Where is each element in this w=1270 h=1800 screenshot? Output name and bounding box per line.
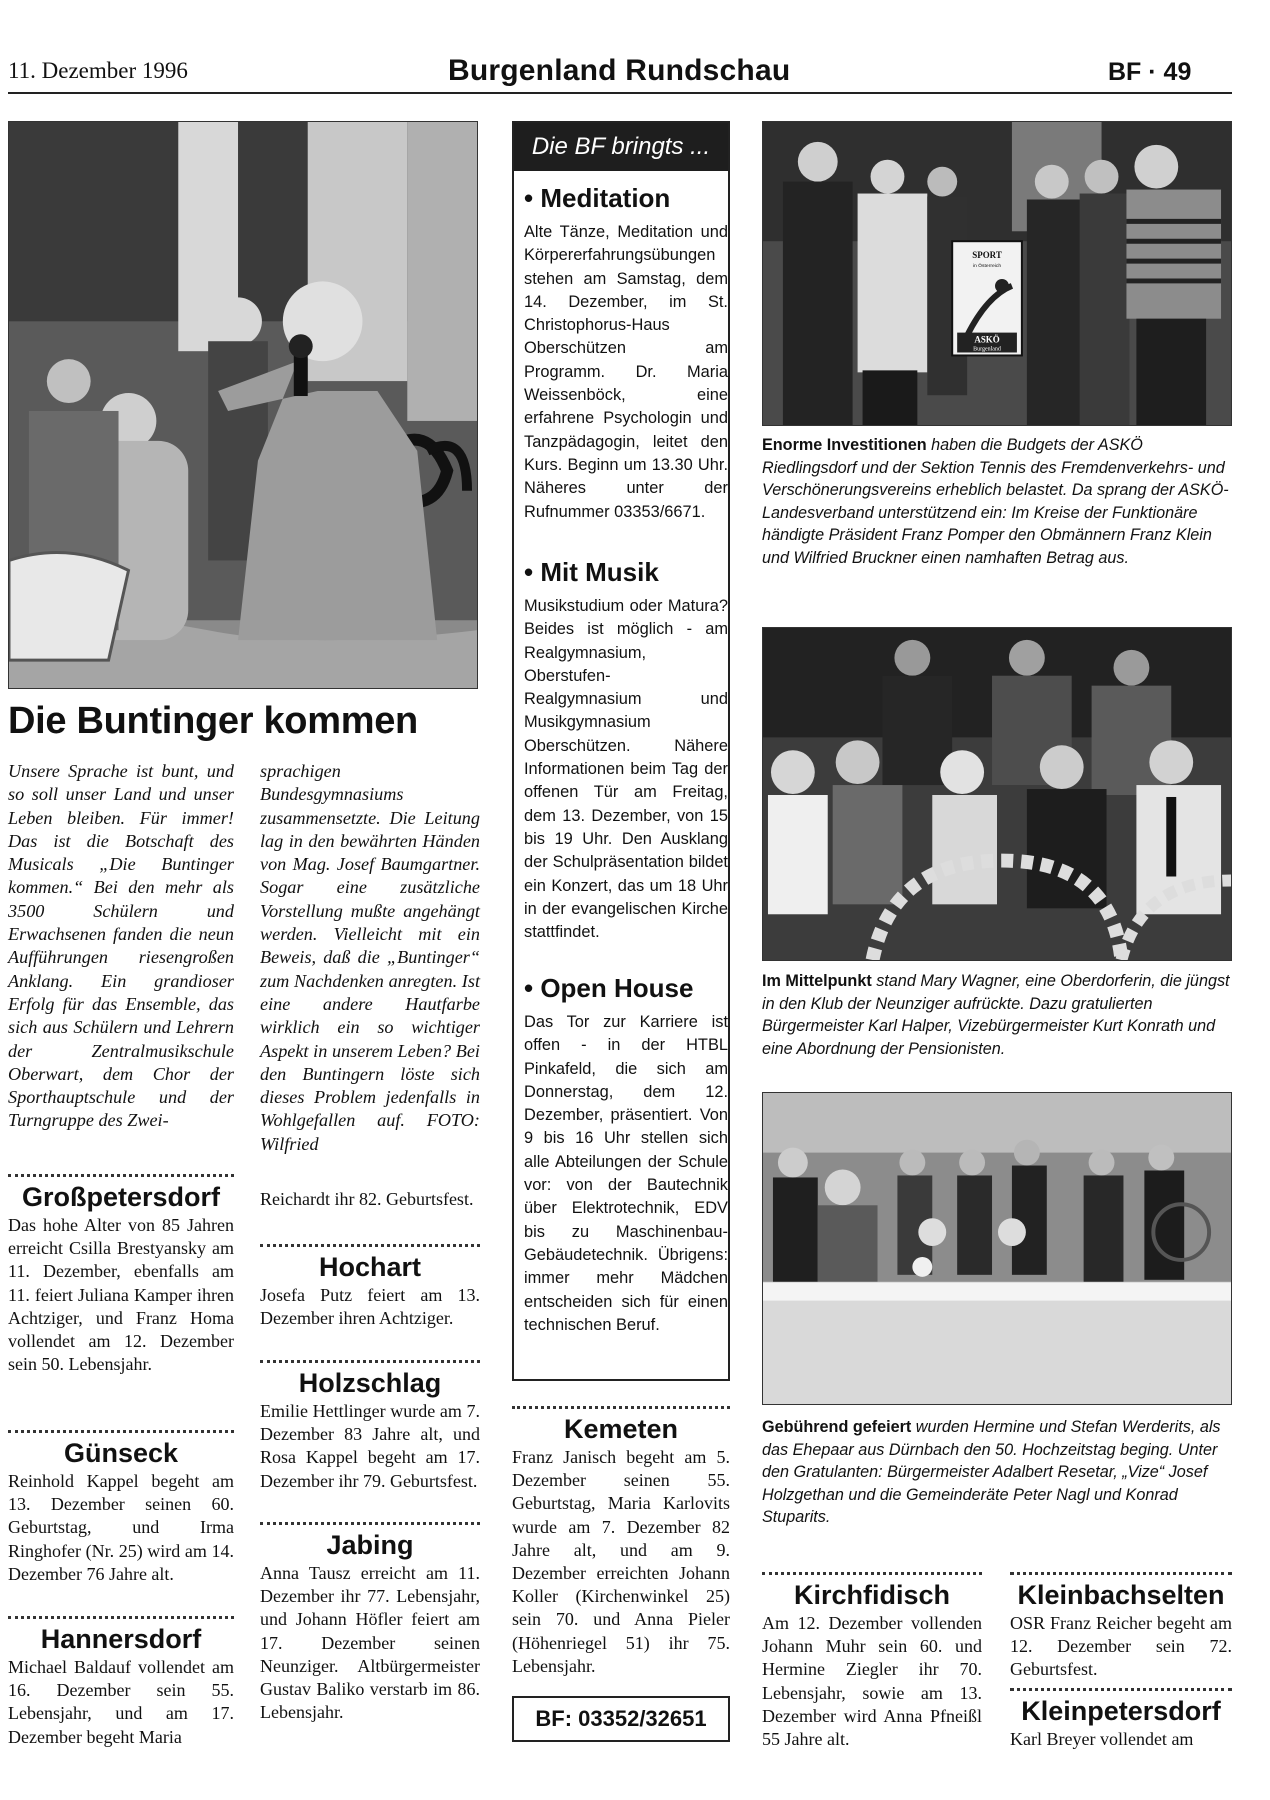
town-heading-grosspetersdorf: Großpetersdorf — [21, 1182, 221, 1212]
story-column-2: sprachigen Bundesgymnasiums zusammensetzte. Die Leitung lag in den bewährten Händen von Mag. Josef Baumgartner. Sogar eine zusätzliche Vorstellung mußte angehängt werden. Vielleicht mit ein Beweis, daß die „Buntinger“ zum Nachdenken anregten. Ist eine andere Hautfarbe wirklich ein so wichtiger Aspekt in unserem Leben? Bei den Buntingern löste sich dieses Problem jedenfalls in Wohlgefallen auf. FOTO: Wilfried — [260, 761, 480, 1154]
caption-lead-gefeiert: Gebührend gefeiert — [762, 1418, 912, 1436]
caption-gefeiert — [762, 1416, 1232, 1529]
page-number: BF · 49 — [1108, 58, 1192, 86]
separator — [260, 1522, 480, 1525]
bf-bringts-box — [512, 121, 730, 1381]
town-heading-kleinpetersdorf: Kleinpetersdorf — [1021, 1696, 1221, 1726]
caption-text-gefeiert: wurden Hermine und Stefan Werderits, als das Ehepaar aus Dürnbach den 50. Hochzeitstag beging. Unter den Gratulanten: Bürgermeister Adalbert Resetar, „Vize“ Josef Holzgethan und die Gemeinderäte Peter Nagl und Konrad Stuparits. — [762, 1418, 1221, 1527]
bf-item-text-meditation: Alte Tänze, Meditation und Körpererfahrungsübungen stehen am Samstag, dem 14. Dezember, im St. Christophorus-Haus Oberschützen am Programm. Dr. Maria Weissenböck, eine erfahrene Psychologin und Tanzpädagogin, leitet den Kurs. Beginn um 13.30 Uhr. Näheres unter der Rufnummer 03353/6671. — [524, 223, 728, 521]
separator — [512, 1406, 730, 1409]
sign-text-askoe: ASKÖ — [974, 334, 1000, 345]
caption-lead-askoe: Enorme Investitionen — [762, 436, 927, 454]
bf-item-title-mit-musik: • Mit Musik — [524, 557, 659, 587]
story-column-1: Unsere Sprache ist bunt, und so soll unser Land und unser Leben bleiben. Für immer! Das ist die Botschaft des Musicals „Die Buntinger kommen.“ Bei den mehr als 3500 Schülern und Erwachsenen fanden die neun Aufführungen riesengroßen Anklang. Ein grandioser Erfolg für das Ensemble, das sich aus Schülern und Lehrern der Zentralmusikschule Oberwart, dem Chor der Sporthauptschule und der Turngruppe des Zwei- — [8, 761, 234, 1131]
birthday-text-grosspetersdorf: Das hohe Alter von 85 Jahren erreicht Csilla Brestyansky am 11. Dezember, ebenfalls am 11. feiert Juliana Kamper ihren Achtziger, und Franz Homa vollendet am 12. Dezember sein 50. Lebensjahr. — [8, 1215, 234, 1375]
sign-text-burgenland: Burgenland — [973, 346, 1001, 353]
town-heading-kirchfidisch: Kirchfidisch — [793, 1580, 951, 1610]
town-heading-kleinbachselten: Kleinbachselten — [1017, 1580, 1225, 1610]
golden-wedding-photo — [762, 1092, 1232, 1405]
town-heading-kemeten: Kemeten — [563, 1414, 679, 1444]
town-heading-holzschlag: Holzschlag — [298, 1368, 442, 1398]
mittelpunkt-photo — [762, 627, 1232, 961]
birthday-text-guenseck: Reinhold Kappel begeht am 13. Dezember seinen 60. Geburtstag, und Irma Ringhofer (Nr. 25) wird am 14. Dezember 76 Jahre alt. — [8, 1471, 234, 1584]
caption-text-askoe: haben die Budgets der ASKÖ Riedlingsdorf und der Sektion Tennis des Fremdenverkehrs- und Verschönerungsvereins erheblich belastet. Da sprang der ASKÖ-Landesverband unterstützend ein: Im Kreise der Funktionäre händigte Präsident Franz Pomper den Obmännern Franz Klein und Wilfried Bruckner einen namhaften Betrag aus. — [762, 436, 1229, 567]
header-rule — [8, 92, 1232, 94]
birthday-text-reichardt: Reichardt ihr 82. Geburtsfest. — [260, 1189, 474, 1209]
separator — [8, 1616, 234, 1619]
main-headline: Die Buntinger kommen — [8, 700, 418, 742]
bf-item-title-meditation: • Meditation — [524, 183, 671, 213]
separator — [260, 1244, 480, 1247]
caption-text-mittelpunkt: stand Mary Wagner, eine Oberdorferin, die jüngst in den Klub der Neunziger aufrückte. Dazu gratulierten Bürgermeister Karl Halper, Vizebürgermeister Kurt Konrath und eine Abordnung der Pensionisten. — [762, 972, 1230, 1058]
stage-performance-photo — [8, 121, 478, 689]
town-heading-hannersdorf: Hannersdorf — [40, 1624, 202, 1654]
askoe-group-photo — [762, 121, 1232, 426]
bf-box-header: Die BF bringts ... — [514, 123, 728, 171]
birthday-text-hannersdorf: Michael Baldauf vollendet am 16. Dezember sein 55. Lebensjahr, und am 17. Dezember begeht Maria — [8, 1657, 234, 1747]
bf-item-text-mit-musik: Musikstudium oder Matura? Beides ist möglich - am Realgymnasium, Oberstufen-Realgymnasium und Musikgymnasium Oberschützen. Nähere Informationen beim Tag der offenen Tür am Freitag, dem 13. Dezember, von 15 bis 19 Uhr. Den Ausklang der Schulpräsentation bildet ein Konzert, das um 18 Uhr in der evangelischen Kirche stattfindet. — [524, 597, 728, 942]
town-heading-jabing: Jabing — [326, 1530, 414, 1560]
sign-text-austria: in Österreich — [972, 264, 1002, 270]
birthday-text-hochart: Josefa Putz feiert am 13. Dezember ihren Achtziger. — [260, 1285, 480, 1329]
birthday-text-kirchfidisch: Am 12. Dezember vollenden Johann Muhr sein 60. und Hermine Ziegler ihr 70. Lebensjahr, sowie am 13. Dezember wird Anna Pfneißl 55 Jahre alt. — [762, 1613, 982, 1750]
separator — [1010, 1572, 1232, 1575]
bf-item-title-open-house: • Open House — [524, 973, 694, 1003]
town-heading-hochart: Hochart — [318, 1252, 421, 1282]
birthday-text-kemeten: Franz Janisch begeht am 5. Dezember seinen 55. Geburtstag, Maria Karlovits wurde am 7. Dezember 82 Jahre alt, und am 9. Dezember erreichten Johann Koller (Kirchenwinkel 25) sein 70. und Anna Pieler (Höhenriegel 51) ihr 75. Lebensjahr. — [512, 1447, 730, 1676]
birthday-text-kleinbachselten: OSR Franz Reicher begeht am 12. Dezember sein 72. Geburtsfest. — [1010, 1613, 1232, 1680]
caption-mittelpunkt — [762, 970, 1232, 1060]
phone-box: BF: 03352/32651 — [512, 1696, 730, 1742]
birthday-text-jabing: Anna Tausz erreicht am 11. Dezember ihr 77. Lebensjahr, und Johann Höfler feiert am 17. Dezember seinen Neunziger. Altbürgermeister Gustav Baliko verstarb im 86. Lebensjahr. — [260, 1563, 480, 1723]
sign-text-sport: SPORT — [972, 250, 1002, 261]
caption-lead-mittelpunkt: Im Mittelpunkt — [762, 972, 872, 990]
birthday-text-kleinpetersdorf: Karl Breyer vollendet am — [1010, 1729, 1194, 1749]
newspaper-title: Burgenland Rundschau — [448, 54, 791, 87]
bf-item-text-open-house: Das Tor zur Karriere ist offen - in der HTBL Pinkafeld, die sich am Donnerstag, dem 12. Dezember, präsentiert. Von 9 bis 16 Uhr stellen sich alle Abteilungen der Schule vor: von der Bautechnik über Elektrotechnik, EDV bis zu Maschinenbau-Gebäudetechnik. Übrigens: immer mehr Mädchen entscheiden sich für einen technischen Beruf. — [524, 1013, 728, 1334]
issue-date: 11. Dezember 1996 — [8, 58, 188, 83]
separator — [260, 1360, 480, 1363]
separator — [762, 1572, 982, 1575]
separator — [1010, 1688, 1232, 1691]
caption-askoe — [762, 434, 1232, 570]
birthday-text-holzschlag: Emilie Hettlinger wurde am 7. Dezember 83 Jahre alt, und Rosa Kappel begeht am 17. Dezember ihr 79. Geburtsfest. — [260, 1401, 480, 1491]
town-heading-guenseck: Günseck — [63, 1438, 179, 1468]
separator — [8, 1174, 234, 1177]
separator — [8, 1430, 234, 1433]
